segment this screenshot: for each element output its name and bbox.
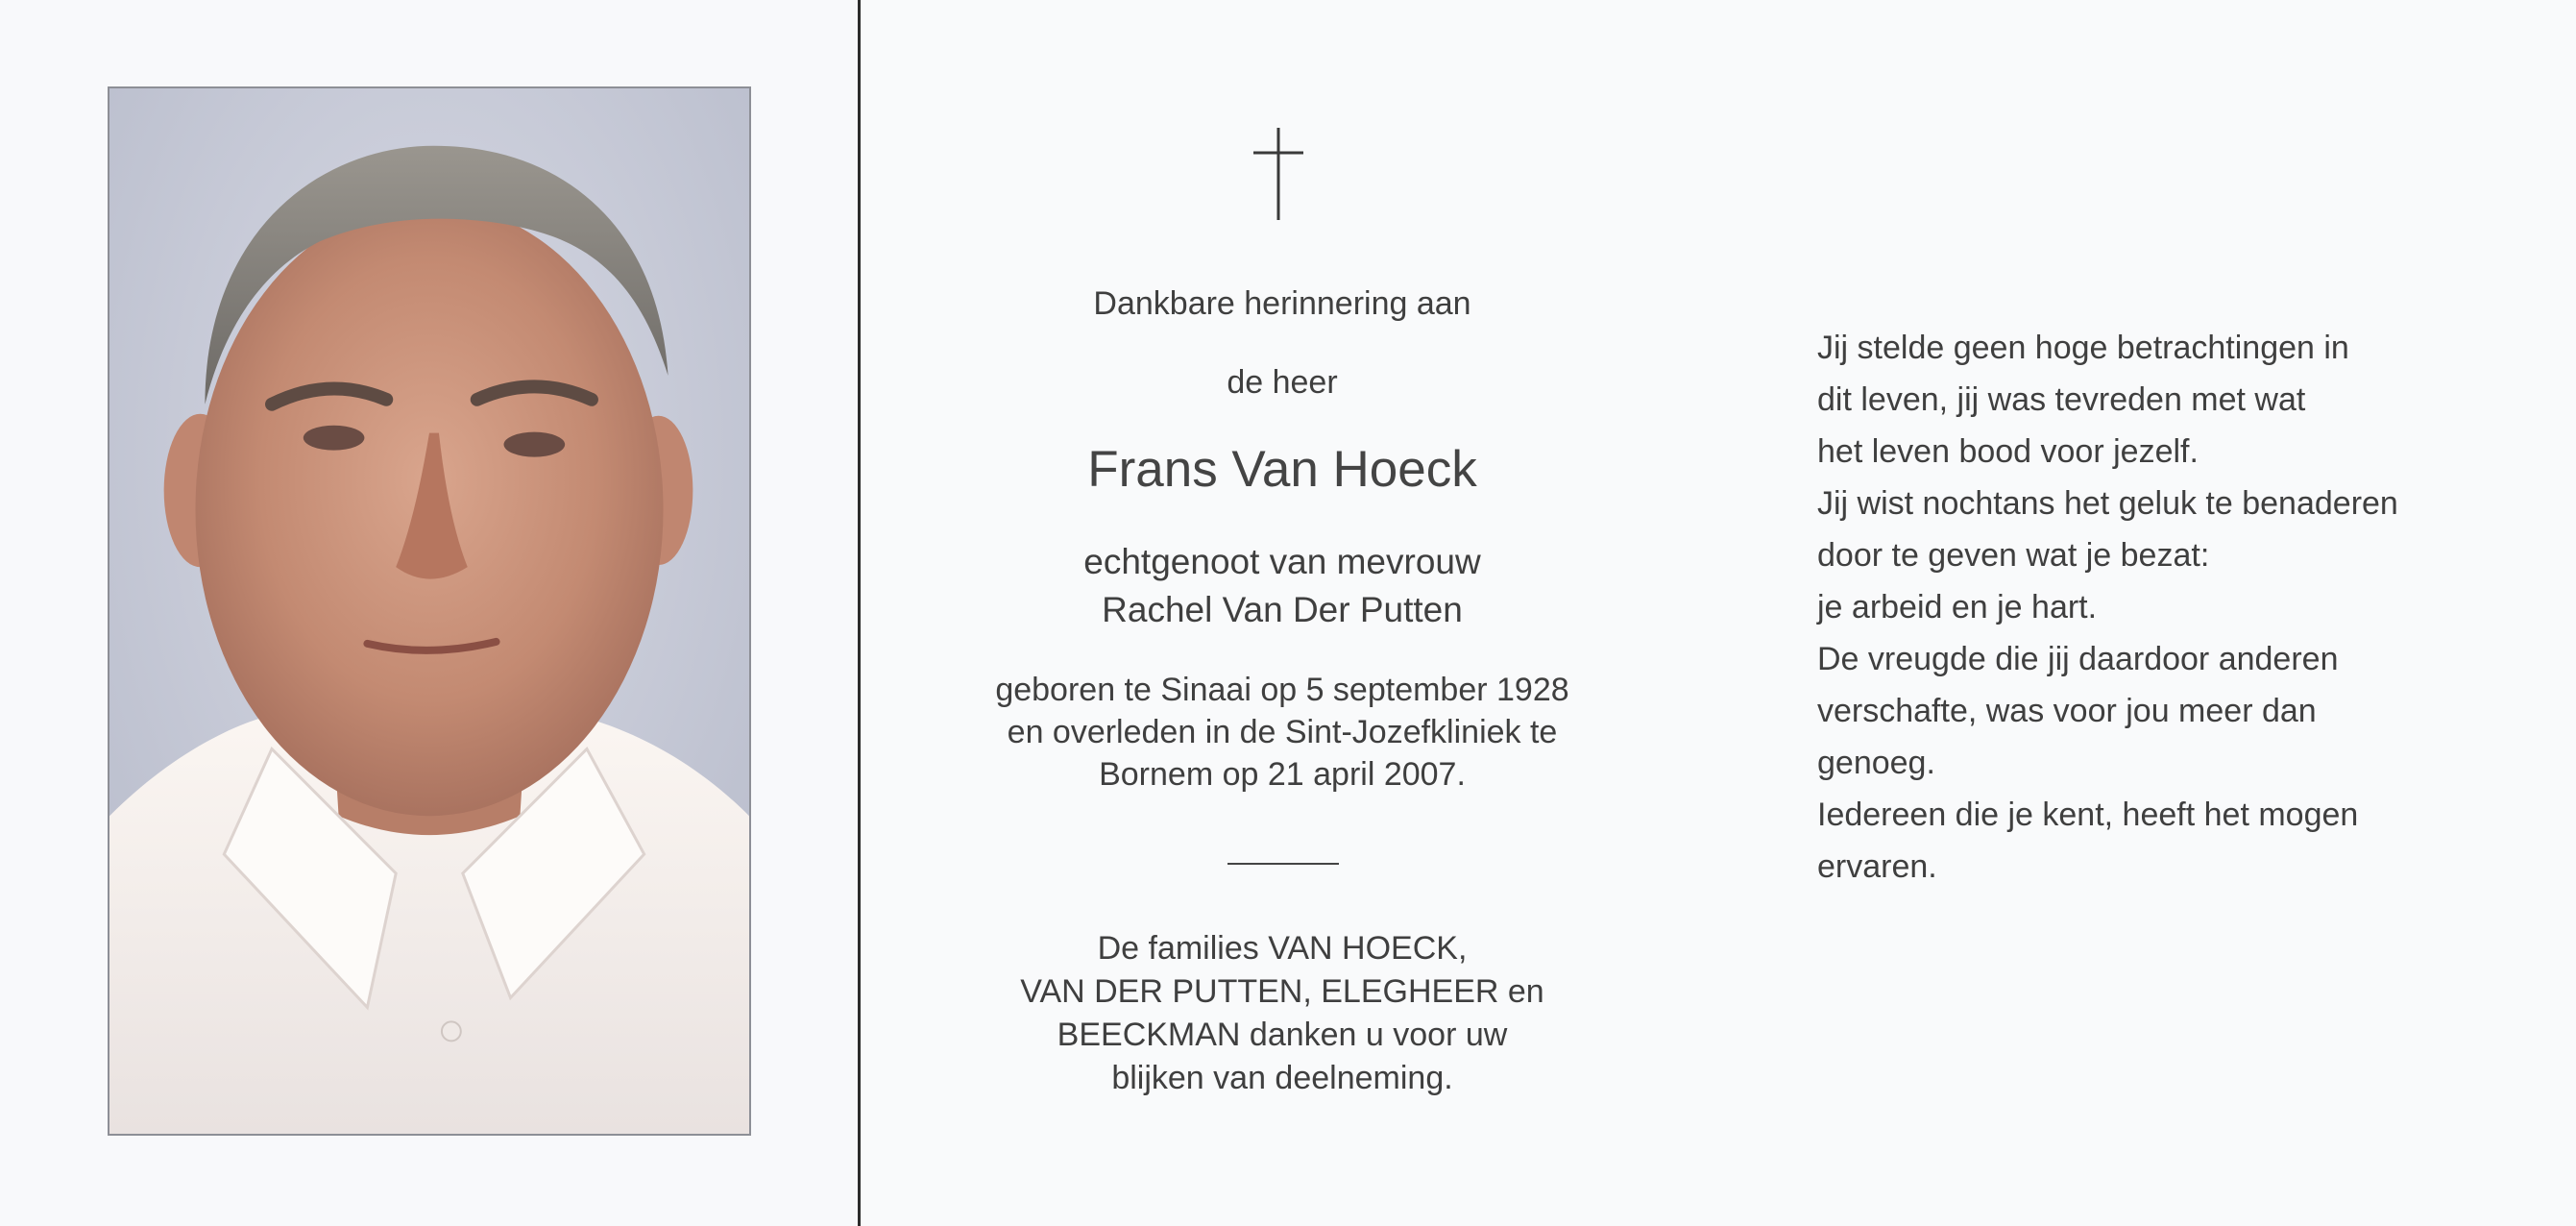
thanks-line: VAN DER PUTTEN, ELEGHEER en <box>1020 973 1544 1010</box>
dates-block <box>864 669 1700 796</box>
poem-line: Iedereen die je kent, heeft het mogen <box>1817 797 2359 833</box>
poem-line: verschafte, was voor jou meer dan <box>1817 693 2317 729</box>
spouse-line: echtgenoot van mevrouw <box>1083 542 1481 581</box>
poem <box>1817 322 2528 893</box>
poem-line: ervaren. <box>1817 848 1937 885</box>
poem-line: Jij stelde geen hoge betrachtingen in <box>1817 330 2349 366</box>
poem-line: dit leven, jij was tevreden met wat <box>1817 381 2306 418</box>
thanks-line: BEECKMAN danken u voor uw <box>1057 1017 1508 1053</box>
separator-rule <box>1227 863 1339 865</box>
death-line: en overleden in de Sint-Jozefkliniek te <box>1007 714 1558 750</box>
birth-line: geboren te Sinaai op 5 september 1928 <box>995 672 1569 708</box>
spouse-name: Rachel Van Der Putten <box>1102 590 1463 629</box>
poem-line: De vreugde die jij daardoor anderen <box>1817 641 2339 677</box>
intro-line: Dankbare herinnering aan <box>1093 285 1471 322</box>
thanks-block <box>864 927 1700 1100</box>
poem-line: genoeg. <box>1817 745 1935 781</box>
left-panel <box>0 0 858 1226</box>
death-place-line: Bornem op 21 april 2007. <box>1099 756 1466 793</box>
cross-icon <box>1253 128 1303 220</box>
deceased-name: Frans Van Hoeck <box>1087 441 1477 498</box>
poem-line: Jij wist nochtans het geluk te benaderen <box>1817 485 2398 522</box>
portrait-photo <box>108 86 751 1136</box>
poem-line: het leven bood voor jezelf. <box>1817 433 2199 470</box>
thanks-line: blijken van deelneming. <box>1111 1060 1453 1096</box>
honorific: de heer <box>1227 364 1338 401</box>
thanks-line: De families VAN HOECK, <box>1097 930 1468 967</box>
poem-line: door te geven wat je bezat: <box>1817 537 2210 574</box>
spouse-block <box>864 538 1700 634</box>
poem-line: je arbeid en je hart. <box>1817 589 2098 625</box>
